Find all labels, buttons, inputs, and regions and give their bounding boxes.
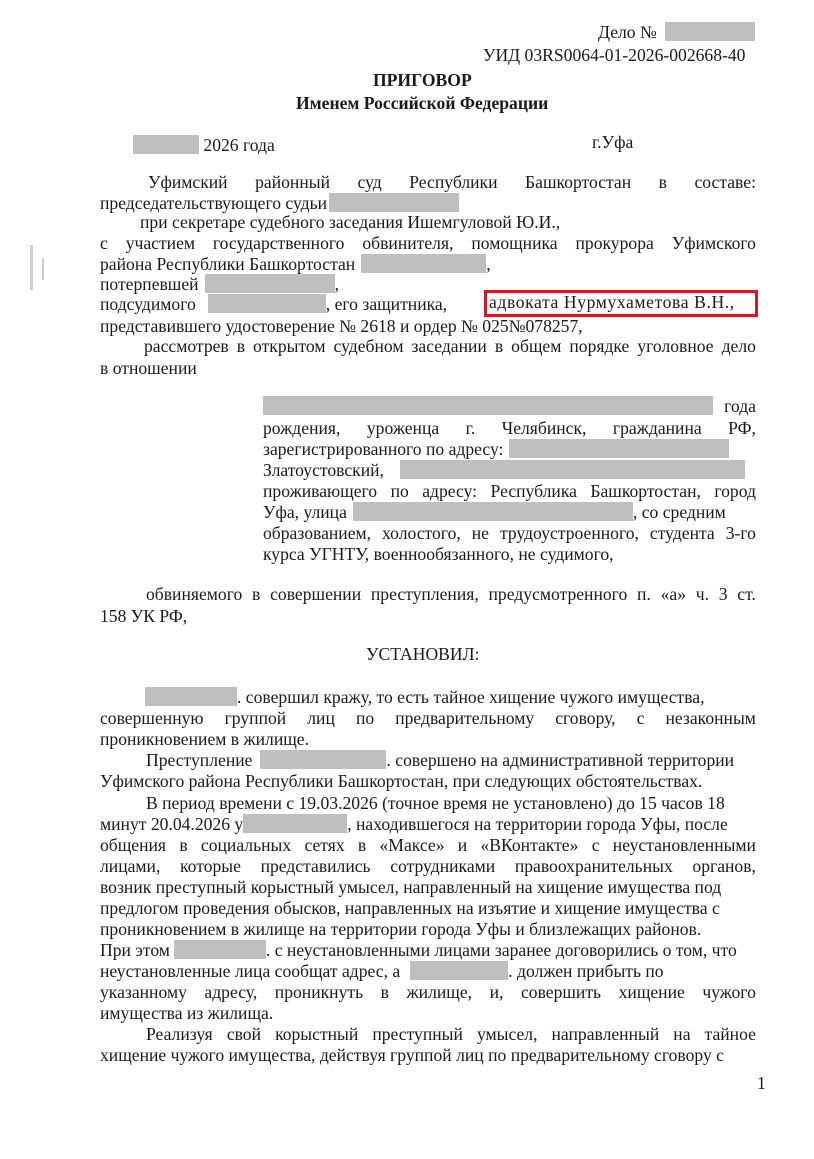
intro-line-7: подсудимого , его защитника, xyxy=(100,294,448,314)
word: в xyxy=(252,584,261,604)
redacted-registration-address xyxy=(509,439,729,458)
charge-line-2: 158 УК РФ, xyxy=(100,606,188,626)
defendant-line-5 xyxy=(263,481,756,502)
word: чужого xyxy=(702,982,756,1002)
date-year: 2026 года xyxy=(203,135,275,155)
word: образованием, xyxy=(263,523,372,543)
body-p2-line-1: Преступление . совершено на административной территории xyxy=(146,750,735,770)
word: г. xyxy=(465,418,476,438)
word: обвиняемого xyxy=(146,584,243,604)
redacted-defendant-name xyxy=(243,814,347,833)
intro-line-9 xyxy=(144,336,756,357)
word: ст. xyxy=(737,584,756,604)
word: Республика xyxy=(490,481,577,501)
body-p2-line-2: Уфимского района Республики Башкортостан, при следующих обстоятельствах. xyxy=(100,771,703,791)
word: предусмотренного xyxy=(488,584,628,604)
word: не xyxy=(471,523,489,543)
word: на xyxy=(673,1024,691,1044)
word: в xyxy=(494,336,504,356)
word: трудоустроенного, xyxy=(499,523,639,543)
word: Реализуя xyxy=(146,1024,213,1044)
word: свой xyxy=(226,1024,262,1044)
defendant-line-7 xyxy=(263,523,756,544)
word: сговору, xyxy=(555,708,616,728)
word: общения xyxy=(100,835,167,855)
scan-mark xyxy=(42,258,44,280)
redacted-victim-name xyxy=(205,274,335,293)
body-p3-line-8: При этом . с неустановленными лицами заранее договорились о том, что xyxy=(100,940,737,960)
word: с xyxy=(100,233,108,253)
word: Башкортостан, xyxy=(590,481,701,501)
word: город xyxy=(714,481,756,501)
intro-line-1 xyxy=(148,172,756,193)
body-p3-line-2: минут 20.04.2026 у , находившегося на территории города Уфы, после xyxy=(100,814,728,834)
word: по xyxy=(355,708,375,728)
word: РФ, xyxy=(728,418,756,438)
redacted-case-number xyxy=(665,22,755,41)
word: социальных xyxy=(200,835,292,855)
word: рассмотрев xyxy=(144,336,229,356)
word: «Максе» xyxy=(379,835,445,855)
word: в xyxy=(236,336,246,356)
document-subtitle: Именем Российской Федерации xyxy=(296,93,549,113)
word: тайное xyxy=(704,1024,756,1044)
word: по xyxy=(390,481,409,501)
word: Башкортостан xyxy=(525,172,632,192)
word: Республики xyxy=(409,172,498,192)
word: участием xyxy=(125,233,196,253)
body-p1-line-3: проникновением в жилище. xyxy=(100,729,310,749)
word: органов, xyxy=(692,856,756,876)
word: 3 xyxy=(718,584,728,604)
document-title: ПРИГОВОР xyxy=(373,70,472,90)
word: дело xyxy=(721,336,756,356)
intro-line-5: района Республики Башкортостан , xyxy=(100,254,491,274)
word: в xyxy=(357,835,367,855)
body-p3-line-3 xyxy=(100,835,756,856)
body-p1-line-2 xyxy=(100,708,756,729)
intro-line-10: в отношении xyxy=(100,358,197,378)
highlight-box xyxy=(484,290,758,317)
word: преступления, xyxy=(370,584,479,604)
word: жилище, xyxy=(406,982,473,1002)
word: проживающего xyxy=(263,481,378,501)
word: с xyxy=(591,835,600,855)
word: общем xyxy=(511,336,562,356)
body-p4-line-1 xyxy=(146,1024,756,1045)
word: совершенную xyxy=(100,708,204,728)
word: «ВКонтакте» xyxy=(480,835,579,855)
word: сетях xyxy=(304,835,345,855)
redacted-defendant-name xyxy=(174,940,266,959)
body-p3-line-1: В период времени с 19.03.2026 (точное время не установлено) до 15 часов 18 xyxy=(146,793,725,813)
word: незаконным xyxy=(665,708,756,728)
intro-line-4 xyxy=(100,233,756,254)
word: хищение xyxy=(618,982,685,1002)
word: группой xyxy=(224,708,287,728)
body-p3-line-4 xyxy=(100,856,756,877)
word: предварительному xyxy=(395,708,535,728)
word: рождения, xyxy=(263,418,341,438)
case-uid: УИД 03RS0064-01-2026-002668-40 xyxy=(483,45,746,65)
word: Челябинск, xyxy=(501,418,587,438)
body-p3-line-5: возник преступный корыстный умысел, направленный на хищение имущества под xyxy=(100,877,722,897)
word: суд xyxy=(357,172,382,192)
redacted-defendant-name xyxy=(410,961,508,980)
verdict-date xyxy=(133,135,275,156)
word: которые xyxy=(180,856,241,876)
body-p3-line-7: проникновением в жилище на территории города Уфы и близлежащих районов. xyxy=(100,919,702,939)
word: и, xyxy=(489,982,504,1002)
word: заседании xyxy=(411,336,487,356)
word: лиц xyxy=(307,708,335,728)
word: п. xyxy=(637,584,651,604)
word: «а» xyxy=(660,584,686,604)
word: совершить xyxy=(520,982,602,1002)
redacted-defendant-details xyxy=(263,396,713,415)
word: умысел, xyxy=(476,1024,538,1044)
word: проникнуть xyxy=(274,982,364,1002)
word: Уфимский xyxy=(148,172,228,192)
redacted-judge-name xyxy=(329,193,459,212)
defendant-line-1: года xyxy=(263,396,756,417)
body-p3-line-11: имущества из жилища. xyxy=(100,1003,274,1023)
word: уголовное xyxy=(637,336,714,356)
word: преступный xyxy=(372,1024,463,1044)
word: студента xyxy=(649,523,715,543)
word: неустановленными xyxy=(612,835,756,855)
defendant-line-8: курса УГНТУ, военнообязанного, не судимого, xyxy=(263,544,614,564)
redacted-residence-address xyxy=(353,502,633,521)
verdict-city: г.Уфа xyxy=(592,132,634,152)
body-p3-line-10 xyxy=(100,982,756,1003)
intro-line-3: при секретаре судебного заседания Ишемгуловой Ю.И., xyxy=(140,212,561,232)
word: с xyxy=(636,708,645,728)
word: представились xyxy=(260,856,371,876)
word: и xyxy=(457,835,468,855)
redacted-defendant-name xyxy=(145,687,237,706)
word: правоохранительных xyxy=(514,856,673,876)
word: совершении xyxy=(270,584,362,604)
intro-line-2: председательствующего судьи xyxy=(100,193,459,214)
defendant-line-6: Уфа, улица , со средним xyxy=(263,502,726,522)
defendant-line-3: зарегистрированного по адресу: xyxy=(263,439,729,460)
word: прокурора xyxy=(575,233,654,253)
body-p4-line-2: хищение чужого имущества, действуя группой лиц по предварительному сговору с xyxy=(100,1045,724,1065)
defendant-line-2 xyxy=(263,418,756,439)
word: обвинителя, xyxy=(362,233,454,253)
word: холостого, xyxy=(382,523,461,543)
word: 3-го xyxy=(725,523,756,543)
word: указанному xyxy=(100,982,187,1002)
charge-line-1 xyxy=(146,584,756,605)
intro-line-6: потерпевшей , xyxy=(100,274,339,294)
word: адресу: xyxy=(422,481,478,501)
redacted-prosecutor-name xyxy=(361,254,486,273)
intro-line-8: представившего удостоверение № 2618 и ордер № 025№078257, xyxy=(100,316,583,336)
scan-mark xyxy=(30,245,33,290)
word: Уфимского xyxy=(671,233,756,253)
word: направленный xyxy=(551,1024,660,1044)
body-p3-line-6: предлогом проведения обысков, направленных на изъятие и хищение имущества с xyxy=(100,898,720,918)
word: корыстный xyxy=(275,1024,359,1044)
section-heading: УСТАНОВИЛ: xyxy=(366,644,480,664)
word: ч. xyxy=(695,584,709,604)
body-p3-line-9: неустановленные лица сообщат адрес, а . должен прибыть по xyxy=(100,961,664,981)
word: в xyxy=(380,982,389,1002)
highlighted-lawyer: адвоката Нурмухаметова В.Н., xyxy=(489,292,735,312)
word: судебном xyxy=(333,336,404,356)
word: гражданина xyxy=(612,418,702,438)
word: районный xyxy=(255,172,330,192)
word: открытом xyxy=(253,336,326,356)
word: помощника xyxy=(471,233,558,253)
word: в xyxy=(179,835,188,855)
word: в xyxy=(658,172,667,192)
redacted-date xyxy=(133,135,199,154)
redacted-defendant-name xyxy=(260,750,386,769)
word: составе: xyxy=(694,172,756,192)
body-p1-line-1: . совершил кражу, то есть тайное хищение чужого имущества, xyxy=(145,687,705,708)
word: государственного xyxy=(212,233,345,253)
word: сотрудниками xyxy=(390,856,496,876)
word: лицами, xyxy=(100,856,161,876)
page-number: 1 xyxy=(757,1073,766,1093)
redacted-defendant-name xyxy=(208,294,326,313)
word: уроженца xyxy=(366,418,440,438)
word: адресу, xyxy=(204,982,258,1002)
case-label: Дело № xyxy=(598,22,657,42)
case-number-label xyxy=(598,22,755,43)
redacted-address-continuation xyxy=(400,460,745,479)
word: порядке xyxy=(569,336,630,356)
defendant-line-4: Златоустовский, xyxy=(263,460,745,481)
